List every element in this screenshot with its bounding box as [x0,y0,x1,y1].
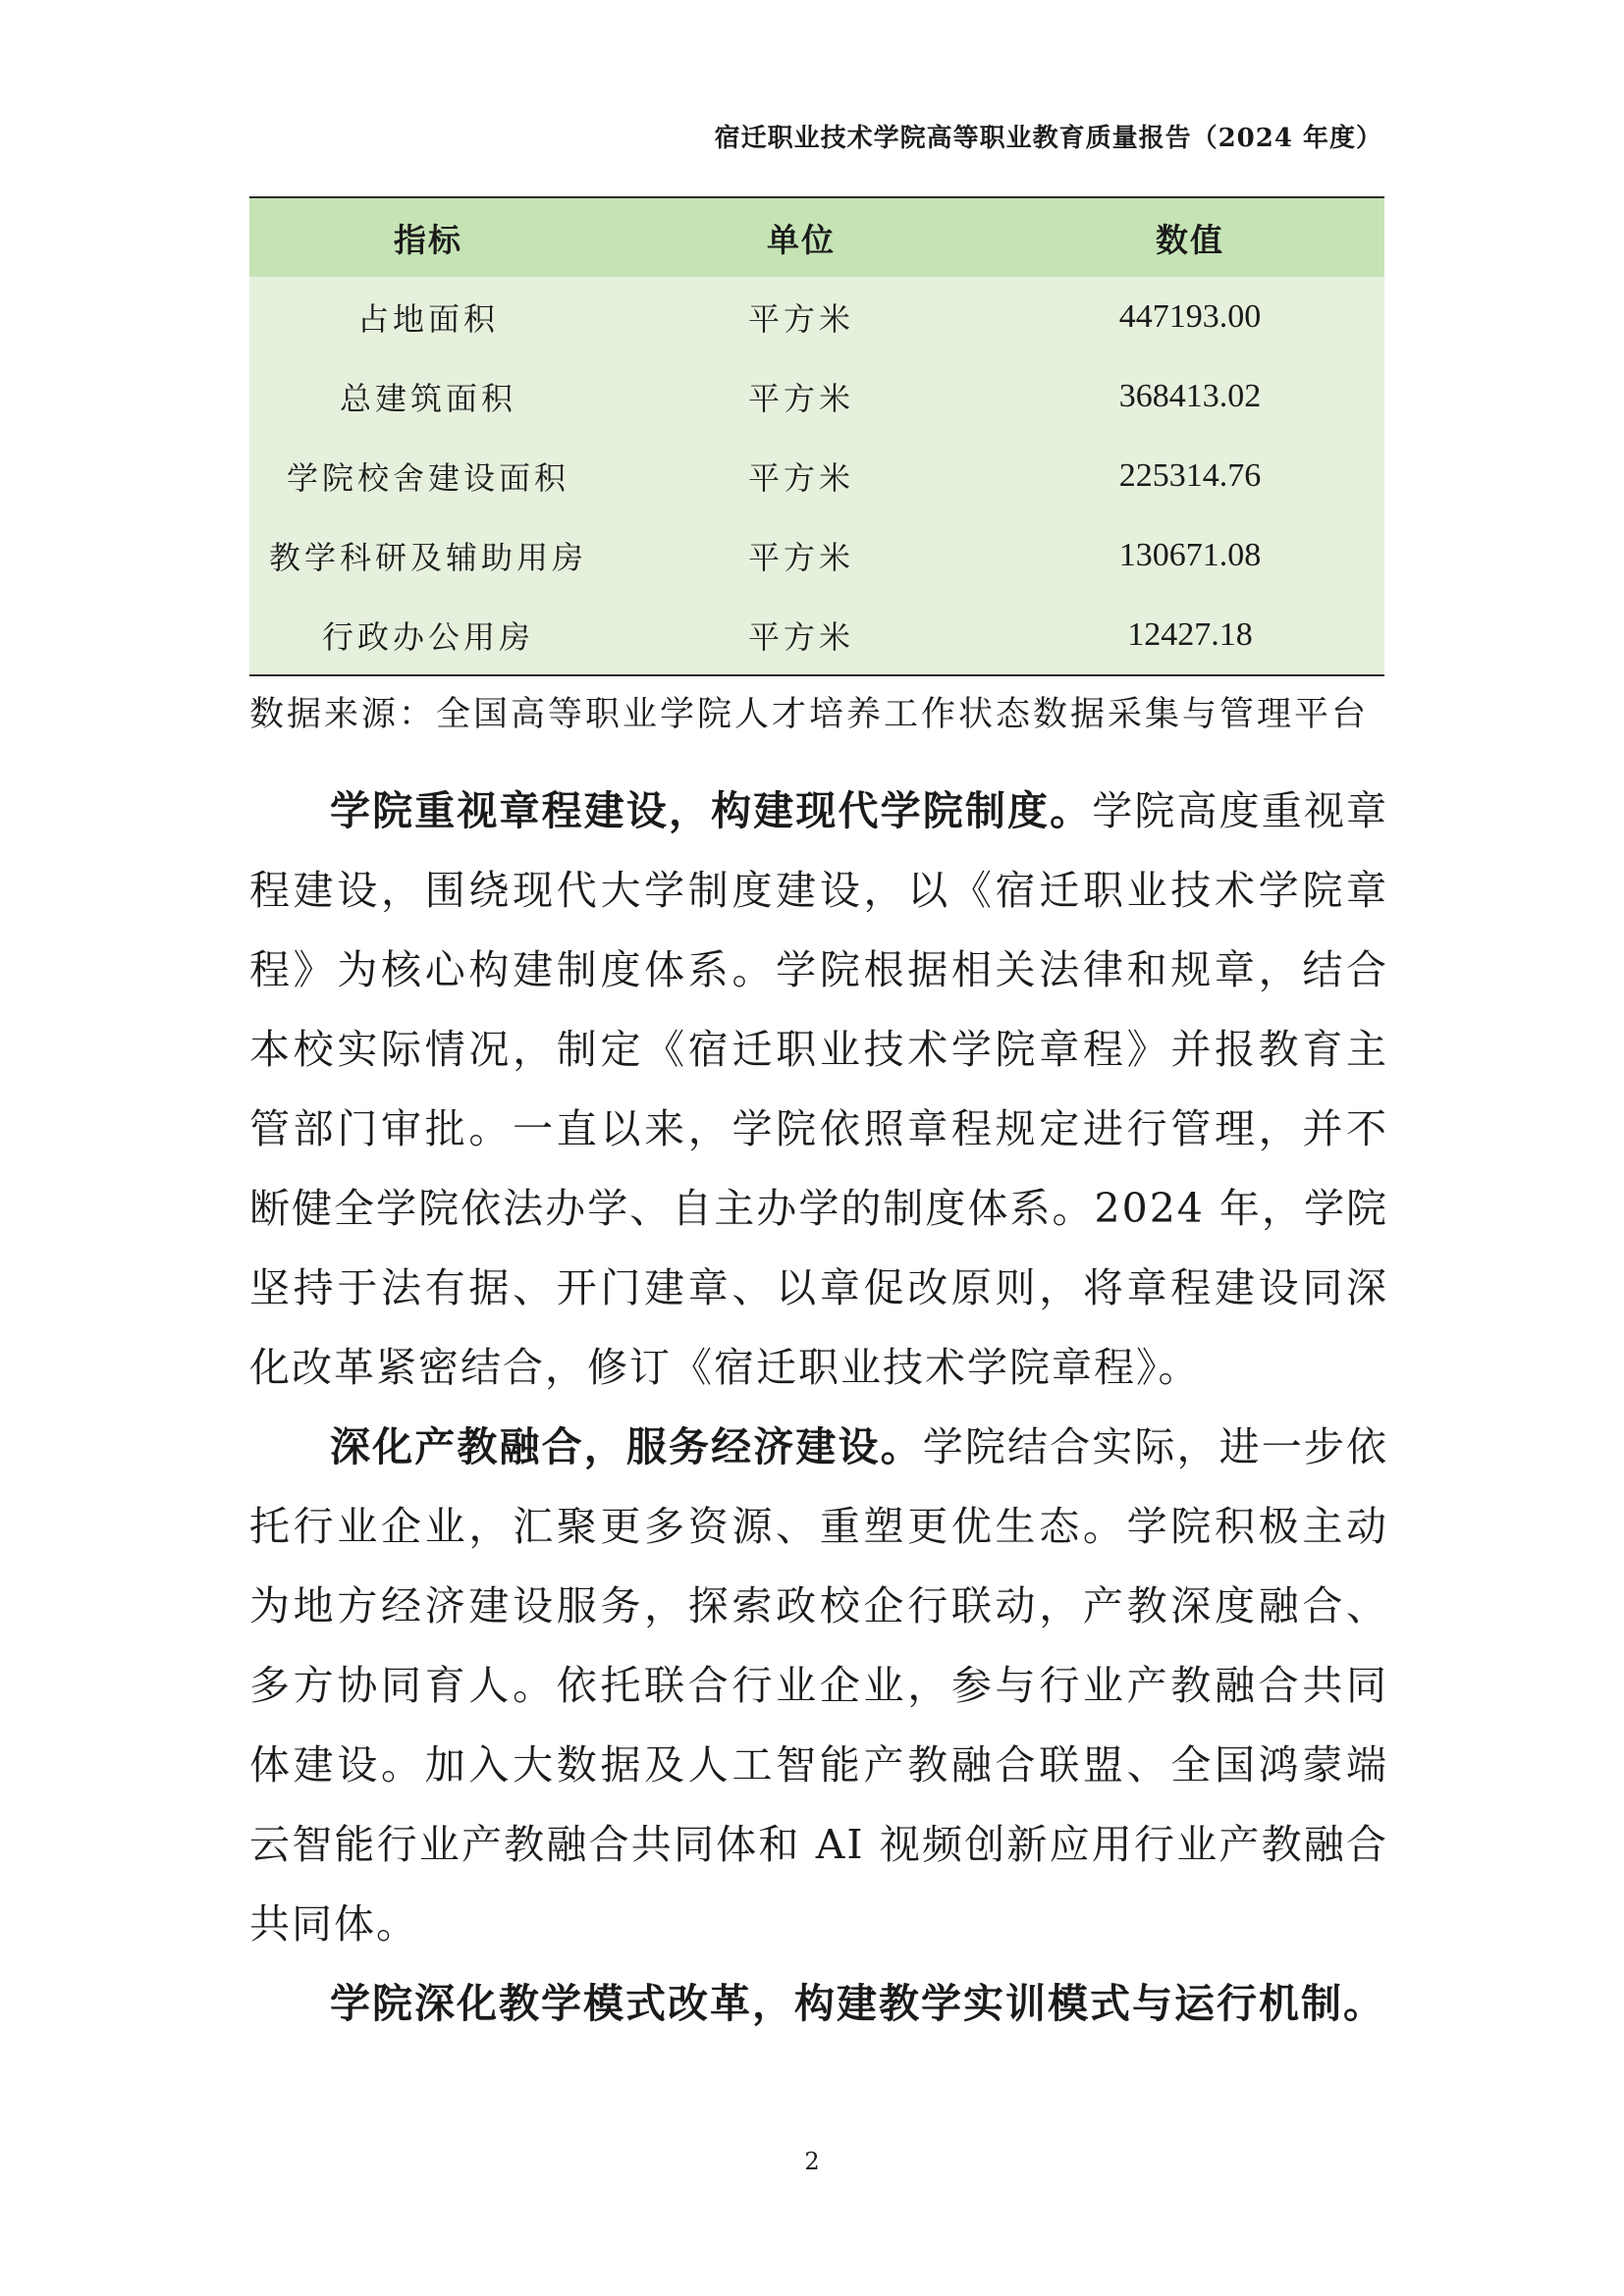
paragraph-body: 学院高度重视章程建设，围绕现代大学制度建设，以《宿迁职业技术学院章程》为核心构建制度体系。学院根据相关法律和规章，结合本校实际情况，制定《宿迁职业技术学院章程》并报教育主管部门审批。一直以来，学院依照章程规定进行管理，并不断健全学院依法办学、自主办学的制度体系。2024 年，学院坚持于法有据、开门建章、以章促改原则，将章程建设同深化改革紧密结合，修订《宿迁职业技术学院章程》。 [249,787,1388,1391]
cell-indicator: 占地面积 [249,277,607,356]
running-header: 宿迁职业技术学院高等职业教育质量报告（2024 年度） [714,124,1382,153]
paragraph-lead: 深化产教融合，服务经济建设。 [330,1423,923,1470]
facility-area-table [249,196,1384,676]
column-header-unit: 单位 [607,197,996,277]
column-header-value: 数值 [996,197,1384,277]
cell-unit: 平方米 [607,436,996,515]
cell-value: 368413.02 [996,356,1384,436]
cell-value: 225314.76 [996,436,1384,515]
table-header-row [249,197,1384,277]
cell-value: 12427.18 [996,595,1384,675]
cell-value: 130671.08 [996,515,1384,595]
cell-unit: 平方米 [607,595,996,675]
paragraph-teaching-reform [249,1964,1388,2044]
table-row [249,595,1384,675]
cell-indicator: 学院校舍建设面积 [249,436,607,515]
paragraph-body: 学院结合实际，进一步依托行业企业，汇聚更多资源、重塑更优生态。学院积极主动为地方经济建设服务，探索政校企行联动，产教深度融合、多方协同育人。依托联合行业企业，参与行业产教融合共同体建设。加入大数据及人工智能产教融合联盟、全国鸿蒙端云智能行业产教融合共同体和 AI 视频创新应用行业产教融合共同体。 [249,1423,1388,1948]
paragraph-charter [249,772,1388,1408]
table-row [249,356,1384,436]
table-row [249,436,1384,515]
paragraph-industry-education [249,1408,1388,1964]
cell-unit: 平方米 [607,515,996,595]
cell-unit: 平方米 [607,356,996,436]
cell-unit: 平方米 [607,277,996,356]
table-row [249,277,1384,356]
paragraph-lead: 学院深化教学模式改革，构建教学实训模式与运行机制。 [330,1980,1385,2027]
cell-indicator: 行政办公用房 [249,595,607,675]
table-source-note: 数据来源：全国高等职业学院人才培养工作状态数据采集与管理平台 [249,695,1370,734]
table-row [249,515,1384,595]
column-header-indicator: 指标 [249,197,607,277]
cell-value: 447193.00 [996,277,1384,356]
cell-indicator: 教学科研及辅助用房 [249,515,607,595]
paragraph-lead: 学院重视章程建设，构建现代学院制度。 [330,787,1093,834]
page-number: 2 [804,2148,820,2175]
cell-indicator: 总建筑面积 [249,356,607,436]
